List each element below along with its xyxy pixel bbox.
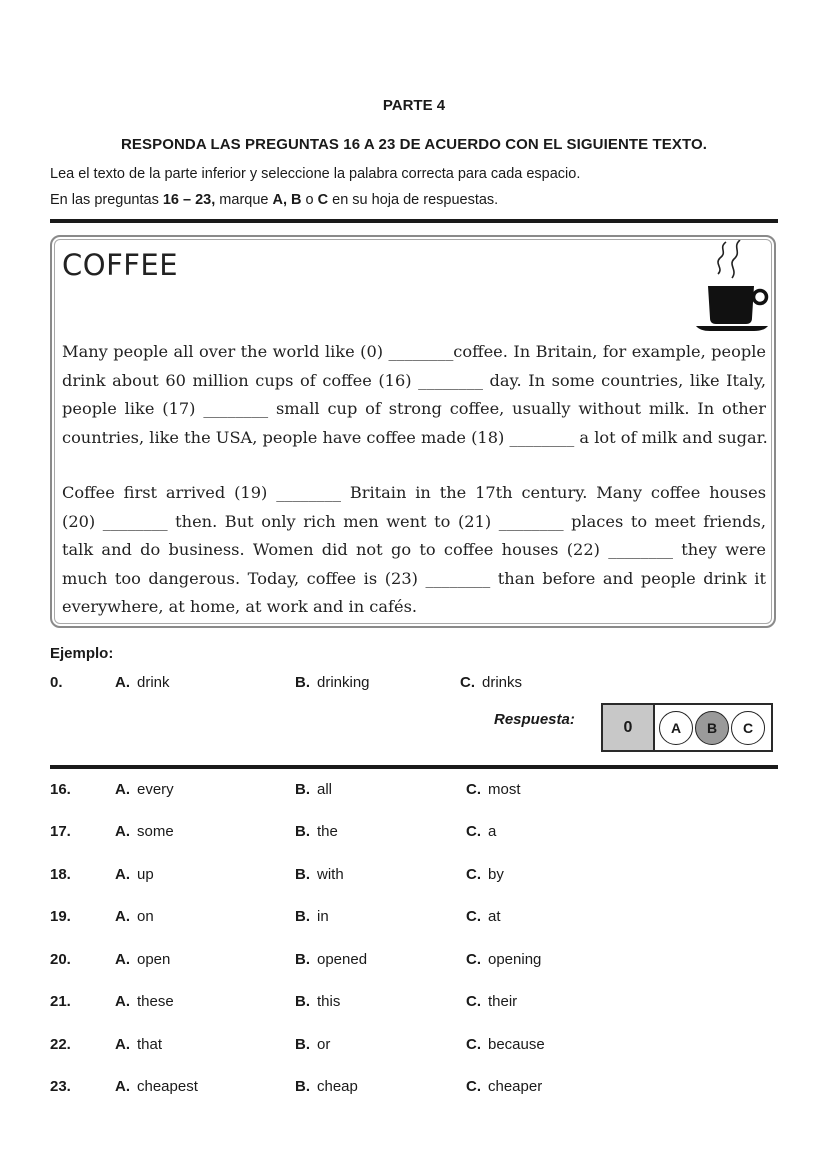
passage-line: (20) ________ then. But only rich men went to (21) ________ places to meet friends, bbox=[62, 511, 766, 531]
passage-line: countries, like the USA, people have coffee made (18) ________ a lot of milk and sugar. bbox=[62, 427, 768, 447]
coffee-cup-icon bbox=[694, 240, 770, 332]
option-b[interactable]: B. this bbox=[295, 993, 341, 1010]
question-row-21 bbox=[50, 993, 780, 1015]
question-number: 23. bbox=[50, 1078, 71, 1095]
option-c[interactable]: C. cheaper bbox=[466, 1078, 543, 1095]
instruction-line-1: Lea el texto de la parte inferior y seleccione la palabra correcta para cada espacio. bbox=[50, 166, 581, 182]
option-c[interactable]: C. their bbox=[466, 993, 518, 1010]
instruction-title: RESPONDA LAS PREGUNTAS 16 A 23 DE ACUERDO CON EL SIGUIENTE TEXTO. bbox=[120, 136, 708, 153]
question-row-18 bbox=[50, 866, 780, 888]
option-b[interactable]: B. in bbox=[295, 908, 329, 925]
answer-sheet-example bbox=[601, 703, 773, 752]
option-a[interactable]: A. on bbox=[115, 908, 154, 925]
question-row-20 bbox=[50, 951, 780, 973]
passage-line: drink about 60 million cups of coffee (16) ________ day. In some countries, like Italy, bbox=[62, 370, 766, 390]
option-a[interactable]: A. cheapest bbox=[115, 1078, 198, 1095]
instruction-letter-c: C bbox=[317, 192, 329, 208]
option-a[interactable]: A. up bbox=[115, 866, 154, 883]
question-number: 19. bbox=[50, 908, 71, 925]
part-title: PARTE 4 bbox=[382, 97, 446, 114]
example-row bbox=[50, 674, 780, 696]
bubble-c[interactable]: C bbox=[731, 711, 765, 745]
question-number: 21. bbox=[50, 993, 71, 1010]
option-a[interactable]: A. open bbox=[115, 951, 171, 968]
instruction-letters-ab: A, B bbox=[272, 192, 302, 208]
question-number: 17. bbox=[50, 823, 71, 840]
option-c[interactable]: C. opening bbox=[466, 951, 542, 968]
answer-label: Respuesta: bbox=[494, 711, 575, 728]
instruction-prefix: En las preguntas bbox=[50, 192, 163, 208]
passage-title: COFFEE bbox=[62, 248, 179, 282]
option-c[interactable]: C. by bbox=[466, 866, 504, 883]
option-b[interactable]: B. with bbox=[295, 866, 344, 883]
option-a[interactable]: A. these bbox=[115, 993, 174, 1010]
instruction-line-2 bbox=[50, 192, 498, 208]
bubble-a[interactable]: A bbox=[659, 711, 693, 745]
instruction-middle: marque bbox=[215, 192, 273, 208]
answer-number: 0 bbox=[603, 705, 655, 750]
option-c[interactable]: C. a bbox=[466, 823, 497, 840]
example-label: Ejemplo: bbox=[50, 645, 114, 662]
instruction-suffix: en su hoja de respuestas. bbox=[328, 192, 499, 208]
answer-bubbles bbox=[655, 705, 767, 750]
question-row-16 bbox=[50, 781, 780, 803]
divider-top bbox=[50, 219, 778, 223]
instruction-or: o bbox=[301, 192, 318, 208]
question-number: 22. bbox=[50, 1036, 71, 1053]
option-c[interactable]: C. most bbox=[466, 781, 521, 798]
question-row-19 bbox=[50, 908, 780, 930]
example-option-c: C. drinks bbox=[460, 674, 523, 691]
option-b[interactable]: B. or bbox=[295, 1036, 331, 1053]
option-a[interactable]: A. that bbox=[115, 1036, 163, 1053]
option-a[interactable]: A. every bbox=[115, 781, 174, 798]
option-c[interactable]: C. at bbox=[466, 908, 501, 925]
question-row-17 bbox=[50, 823, 780, 845]
question-number: 18. bbox=[50, 866, 71, 883]
question-number: 16. bbox=[50, 781, 71, 798]
passage-paragraph-2 bbox=[62, 479, 766, 622]
example-option-a: A. drink bbox=[115, 674, 170, 691]
question-number: 20. bbox=[50, 951, 71, 968]
question-row-23 bbox=[50, 1078, 780, 1100]
passage-line: much too dangerous. Today, coffee is (23) ________ than before and people drink it bbox=[62, 568, 766, 588]
option-b[interactable]: B. the bbox=[295, 823, 338, 840]
option-a[interactable]: A. some bbox=[115, 823, 174, 840]
question-row-22 bbox=[50, 1036, 780, 1058]
passage-paragraph-1 bbox=[62, 338, 766, 452]
example-number: 0. bbox=[50, 674, 63, 691]
passage-line: talk and do business. Women did not go to coffee houses (22) ________ they were bbox=[62, 540, 766, 559]
passage-line: everywhere, at home, at work and in cafés. bbox=[62, 597, 418, 616]
option-b[interactable]: B. cheap bbox=[295, 1078, 358, 1095]
passage-line: Many people all over the world like (0) ________coffee. In Britain, for example, people bbox=[62, 342, 766, 361]
passage-line: people like (17) ________ small cup of strong coffee, usually without milk. In other bbox=[62, 399, 766, 418]
option-c[interactable]: C. because bbox=[466, 1036, 545, 1053]
instruction-range: 16 – 23, bbox=[162, 192, 216, 208]
option-b[interactable]: B. all bbox=[295, 781, 333, 798]
passage-line: Coffee first arrived (19) ________ Britain in the 17th century. Many coffee houses bbox=[62, 483, 766, 502]
divider-bottom bbox=[50, 765, 778, 769]
example-option-b: B. drinking bbox=[295, 674, 370, 691]
bubble-b-selected[interactable]: B bbox=[695, 711, 729, 745]
option-b[interactable]: B. opened bbox=[295, 951, 368, 968]
